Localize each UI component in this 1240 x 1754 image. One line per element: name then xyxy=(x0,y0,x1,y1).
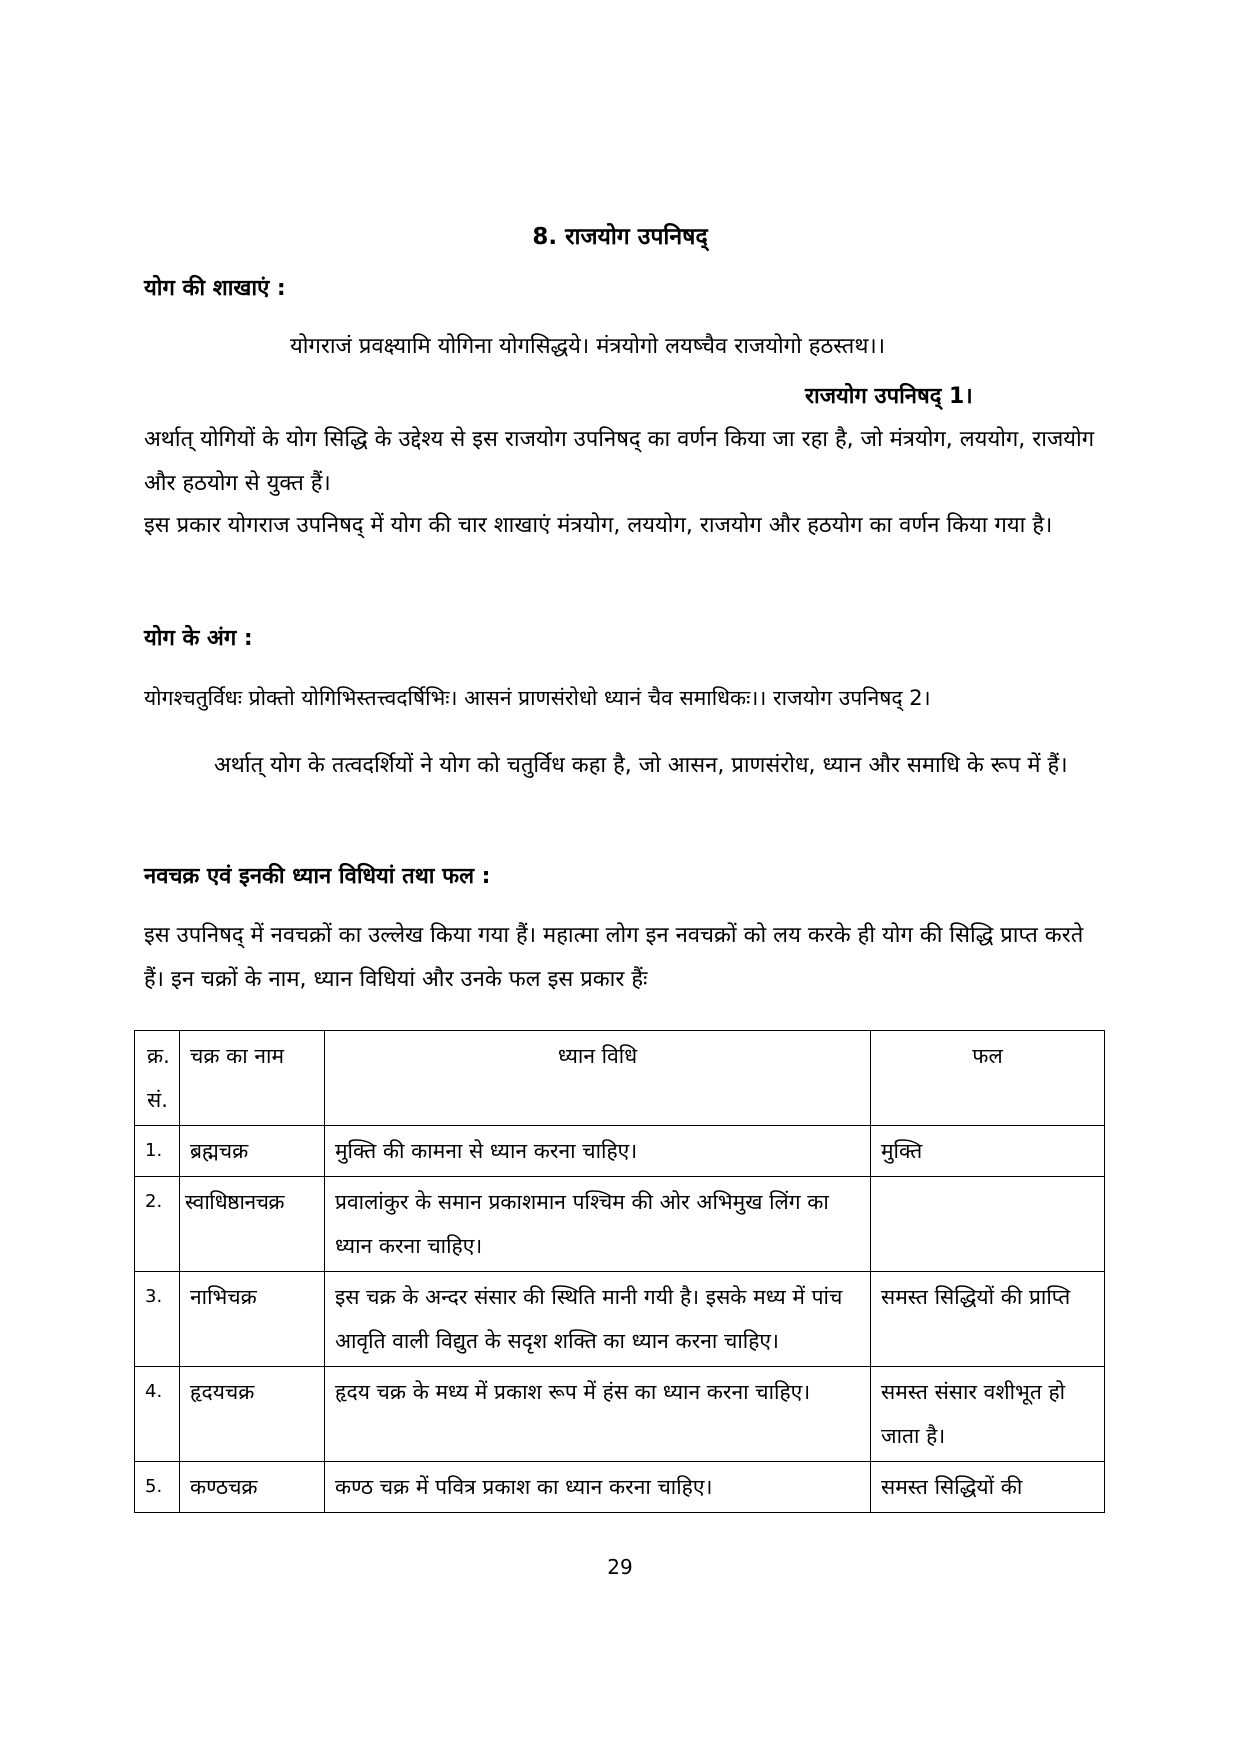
table-row xyxy=(135,1462,1105,1513)
row-number: 2. xyxy=(135,1177,180,1272)
branches-paragraph-2: इस प्रकार योगराज उपनिषद् में योग की चार शाखाएं मंत्रयोग, लययोग, राजयोग और हठयोग का वर्णन किया गया है। xyxy=(144,513,1053,538)
section-title: 8. राजयोग उपनिषद् xyxy=(532,224,708,250)
row-method: प्रवालांकुर के समान प्रकाशमान पश्चिम की ओर अभिमुख लिंग का ध्यान करना चाहिए। xyxy=(325,1177,871,1272)
navachakra-paragraph: इस उपनिषद् में नवचक्रों का उल्लेख किया गया हैं। महात्मा लोग इन नवचक्रों को लय करके ही योग की सिद्धि प्राप्त करते हैं। इन चक्रों के नाम, ध्यान विधियां और उनके फल इस प्रकार हैंः xyxy=(144,923,1084,992)
table-row xyxy=(135,1367,1105,1462)
row-result: समस्त संसार वशीभूत हो जाता है। xyxy=(871,1367,1105,1462)
row-method: मुक्ति की कामना से ध्यान करना चाहिए। xyxy=(325,1126,871,1177)
row-chakra-name: नाभिचक्र xyxy=(180,1272,325,1367)
limbs-heading: योग के अंग : xyxy=(144,626,253,651)
header-chakra-name: चक्र का नाम xyxy=(180,1031,325,1126)
row-result: समस्त सिद्धियों की xyxy=(871,1462,1105,1513)
table-row xyxy=(135,1126,1105,1177)
branches-verse: योगराजं प्रवक्ष्यामि योगिना योगसिद्धये। मंत्रयोगो लयष्चैव राजयोगो हठस्तथ।। xyxy=(290,334,886,359)
row-method: कण्ठ चक्र में पवित्र प्रकाश का ध्यान करना चाहिए। xyxy=(325,1462,871,1513)
row-chakra-name: कण्ठचक्र xyxy=(180,1462,325,1513)
branches-heading: योग की शाखाएं : xyxy=(144,276,286,301)
page-number: 29 xyxy=(607,1555,633,1579)
navachakra-heading: नवचक्र एवं इनकी ध्यान विधियां तथा फल : xyxy=(144,864,491,889)
table-row xyxy=(135,1177,1105,1272)
limbs-verse: योगश्चतुर्विधः प्रोक्तो योगिभिस्तत्त्वदर्षिभिः। आसनं प्राणसंरोधो ध्यानं चैव समाधिकः।। राजयोग उपनिषद् 2। xyxy=(144,686,931,710)
row-result: मुक्ति xyxy=(871,1126,1105,1177)
header-serial-number: क्र. सं. xyxy=(135,1031,180,1126)
row-chakra-name: हृदयचक्र xyxy=(180,1367,325,1462)
header-meditation-method: ध्यान विधि xyxy=(325,1031,871,1126)
row-number: 1. xyxy=(135,1126,180,1177)
row-number: 5. xyxy=(135,1462,180,1513)
header-result: फल xyxy=(871,1031,1105,1126)
row-method: इस चक्र के अन्दर संसार की स्थिति मानी गयी है। इसके मध्य में पांच आवृति वाली विद्युत के सदृश शक्ति का ध्यान करना चाहिए। xyxy=(325,1272,871,1367)
row-method: हृदय चक्र के मध्य में प्रकाश रूप में हंस का ध्यान करना चाहिए। xyxy=(325,1367,871,1462)
row-chakra-name: ब्रह्मचक्र xyxy=(180,1126,325,1177)
branches-reference: राजयोग उपनिषद् 1। xyxy=(805,384,973,409)
chakra-table xyxy=(134,1030,1105,1513)
table-row xyxy=(135,1272,1105,1367)
row-number: 4. xyxy=(135,1367,180,1462)
row-chakra-name: स्वाधिष्ठानचक्र xyxy=(180,1177,325,1272)
branches-paragraph-1: अर्थात् योगियों के योग सिद्धि के उद्देश्य से इस राजयोग उपनिषद् का वर्णन किया जा रहा है, जो मंत्रयोग, लययोग, राजयोग और हठयोग से युक्त हैं। xyxy=(144,427,1095,496)
row-result: समस्त सिद्धियों की प्राप्ति xyxy=(871,1272,1105,1367)
row-number: 3. xyxy=(135,1272,180,1367)
row-result xyxy=(871,1177,1105,1272)
limbs-paragraph: अर्थात् योग के तत्वदर्शियों ने योग को चतुर्विध कहा है, जो आसन, प्राणसंरोध, ध्यान और समाधि के रूप में हैं। xyxy=(214,753,1068,778)
table-header-row xyxy=(135,1031,1105,1126)
